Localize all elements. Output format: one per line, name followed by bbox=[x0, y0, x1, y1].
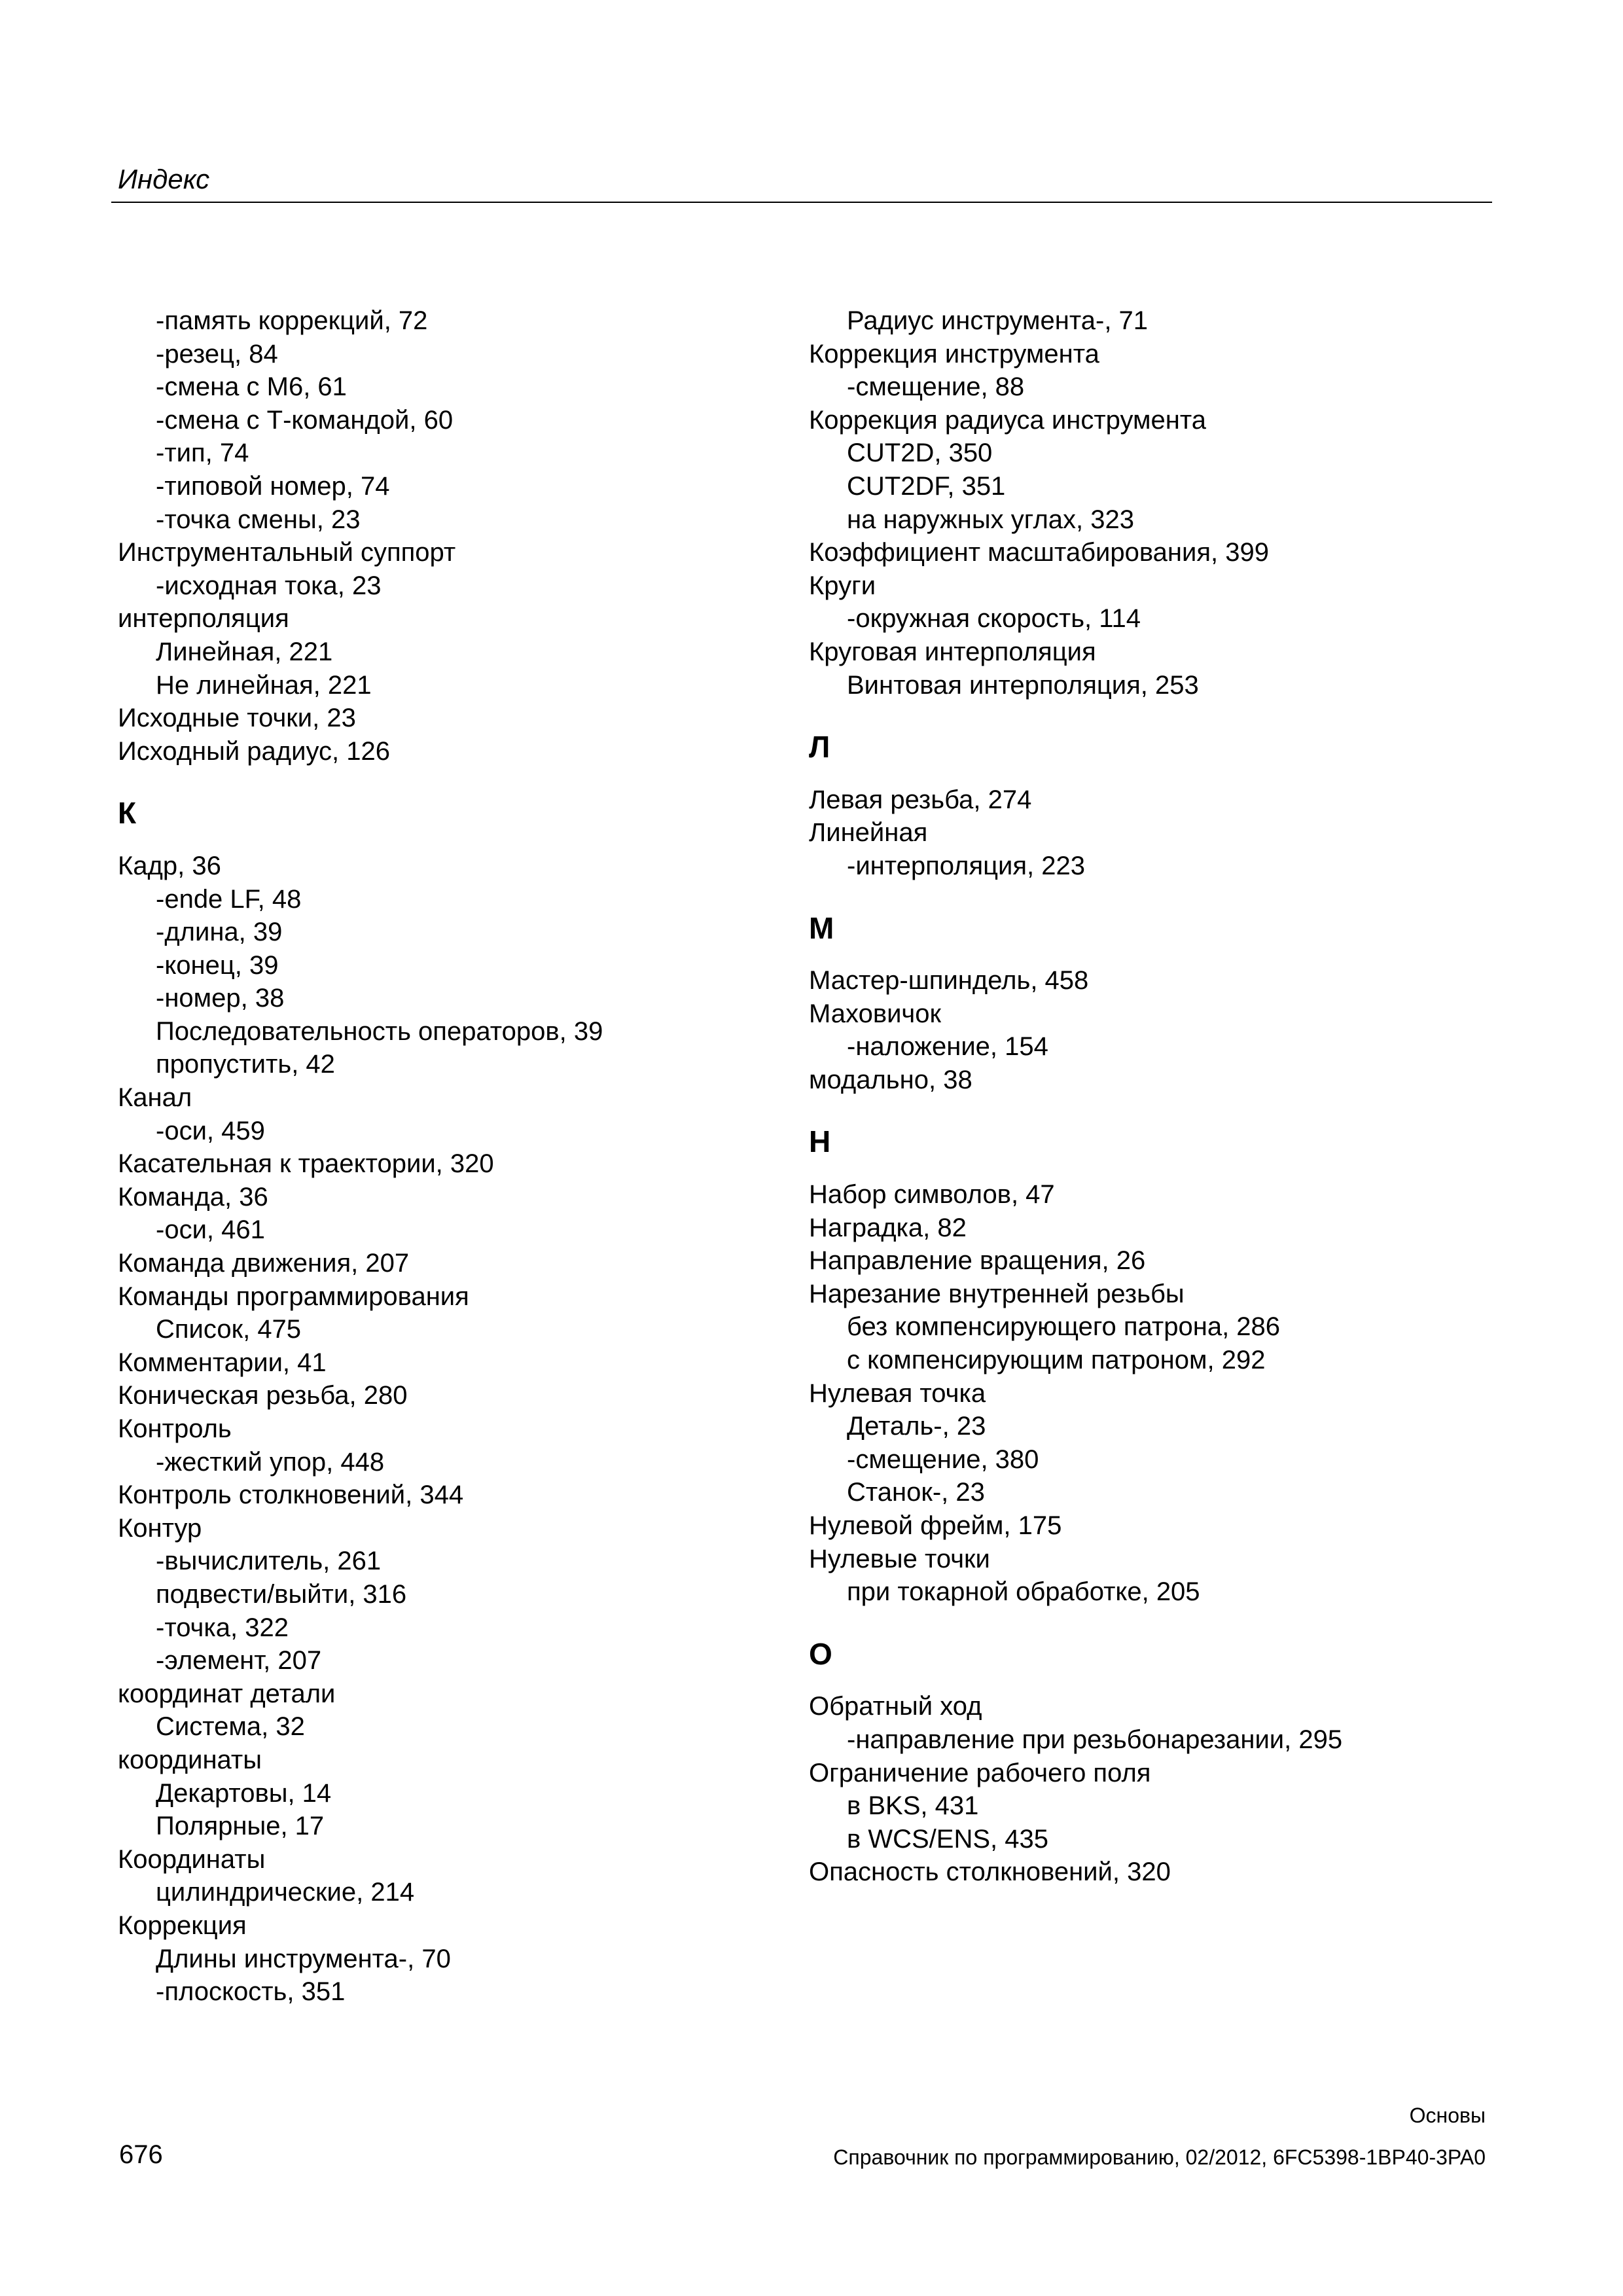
index-subentry: Линейная, 221 bbox=[156, 637, 333, 666]
index-entry: Линейная bbox=[809, 818, 928, 848]
index-entry: интерполяция bbox=[118, 604, 289, 634]
index-entry: Нулевая точка bbox=[809, 1378, 986, 1408]
index-subentry: -смещение, 88 bbox=[847, 372, 1025, 402]
index-entry: модально, 38 bbox=[809, 1065, 972, 1094]
index-entry: Мастер-шпиндель, 458 bbox=[809, 966, 1089, 996]
index-subentry: Последовательность операторов, 39 bbox=[156, 1016, 603, 1046]
index-entry: Контур bbox=[118, 1513, 202, 1543]
index-entry: Коррекция bbox=[118, 1910, 247, 1940]
index-subentry: -смещение, 380 bbox=[847, 1444, 1039, 1474]
footer-section-title: Основы bbox=[1409, 2104, 1486, 2127]
index-column-right bbox=[809, 304, 1489, 1889]
index-entry: Исходные точки, 23 bbox=[118, 704, 356, 733]
index-subentry: -номер, 38 bbox=[156, 984, 285, 1013]
index-subentry: подвести/выйти, 316 bbox=[156, 1579, 407, 1609]
index-subentry: -интерполяция, 223 bbox=[847, 851, 1086, 880]
index-subentry: -вычислитель, 261 bbox=[156, 1547, 382, 1576]
index-letter-heading: О bbox=[809, 1636, 832, 1671]
index-entry: Нарезание внутренней резьбы bbox=[809, 1279, 1185, 1308]
index-subentry: Список, 475 bbox=[156, 1315, 302, 1344]
index-entry: Обратный ход bbox=[809, 1692, 982, 1721]
index-subentry: с компенсирующим патроном, 292 bbox=[847, 1346, 1266, 1375]
index-subentry: Декартовы, 14 bbox=[156, 1778, 332, 1808]
index-column-left bbox=[118, 304, 772, 2009]
header-title: Индекс bbox=[118, 164, 210, 194]
index-subentry: CUT2D, 350 bbox=[847, 439, 993, 468]
index-subentry: -жесткий упор, 448 bbox=[156, 1447, 385, 1477]
index-entry: Команда, 36 bbox=[118, 1182, 268, 1211]
index-subentry: -окружная скорость, 114 bbox=[847, 604, 1141, 634]
index-entry: Наградка, 82 bbox=[809, 1213, 967, 1242]
index-subentry: -оси, 461 bbox=[156, 1215, 265, 1245]
index-entry: Канал bbox=[118, 1083, 192, 1113]
index-entry: координат детали bbox=[118, 1679, 336, 1708]
index-subentry: -память коррекций, 72 bbox=[156, 306, 428, 335]
index-subentry: пропустить, 42 bbox=[156, 1050, 335, 1079]
index-subentry: Винтовая интерполяция, 253 bbox=[847, 670, 1199, 700]
index-subentry: -исходная тока, 23 bbox=[156, 571, 382, 600]
index-entry: Коническая резьба, 280 bbox=[118, 1381, 408, 1410]
index-entry: Ограничение рабочего поля bbox=[809, 1758, 1151, 1787]
index-entry: Контроль bbox=[118, 1414, 232, 1443]
index-subentry: -смена с M6, 61 bbox=[156, 372, 347, 402]
index-subentry: Станок-, 23 bbox=[847, 1478, 985, 1507]
index-entry: Касательная к траектории, 320 bbox=[118, 1149, 494, 1179]
index-subentry: -типовой номер, 74 bbox=[156, 471, 390, 501]
index-entry: Нулевой фрейм, 175 bbox=[809, 1511, 1062, 1540]
index-letter-heading: К bbox=[118, 796, 137, 831]
index-letter-heading: Л bbox=[809, 730, 830, 764]
index-entry: Круговая интерполяция bbox=[809, 637, 1096, 666]
footer-reference: Справочник по программированию, 02/2012, 6FC5398-1BP40-3PA0 bbox=[833, 2145, 1486, 2169]
index-entry: Контроль столкновений, 344 bbox=[118, 1480, 464, 1510]
index-entry: Координаты bbox=[118, 1844, 266, 1874]
index-subentry: -ende LF, 48 bbox=[156, 884, 302, 914]
index-entry: Комментарии, 41 bbox=[118, 1348, 327, 1377]
index-subentry: -оси, 459 bbox=[156, 1116, 265, 1145]
index-entry: координаты bbox=[118, 1745, 262, 1774]
index-entry: Опасность столкновений, 320 bbox=[809, 1857, 1171, 1887]
header-divider bbox=[111, 202, 1492, 203]
index-entry: Команда движения, 207 bbox=[118, 1249, 410, 1278]
index-entry: Команды программирования bbox=[118, 1282, 469, 1311]
index-letter-heading: Н bbox=[809, 1124, 831, 1159]
index-subentry: в WCS/ENS, 435 bbox=[847, 1824, 1049, 1854]
index-entry: Коррекция радиуса инструмента bbox=[809, 405, 1206, 435]
index-entry: Исходный радиус, 126 bbox=[118, 736, 390, 766]
index-entry: Нулевые точки bbox=[809, 1544, 990, 1573]
index-subentry: -точка смены, 23 bbox=[156, 505, 361, 534]
index-subentry: -резец, 84 bbox=[156, 339, 278, 368]
index-entry: Левая резьба, 274 bbox=[809, 785, 1032, 814]
index-entry: Коэффициент масштабирования, 399 bbox=[809, 538, 1269, 567]
index-subentry: в BKS, 431 bbox=[847, 1791, 979, 1821]
index-subentry: -наложение, 154 bbox=[847, 1032, 1048, 1062]
index-subentry: -направление при резьбонарезании, 295 bbox=[847, 1725, 1343, 1754]
index-subentry: Не линейная, 221 bbox=[156, 670, 372, 700]
index-subentry: без компенсирующего патрона, 286 bbox=[847, 1312, 1281, 1342]
index-subentry: CUT2DF, 351 bbox=[847, 471, 1006, 501]
index-subentry: на наружных углах, 323 bbox=[847, 505, 1135, 534]
index-subentry: -смена с Т-командой, 60 bbox=[156, 405, 454, 435]
index-subentry: -точка, 322 bbox=[156, 1613, 289, 1642]
index-entry: Инструментальный суппорт bbox=[118, 538, 456, 567]
index-subentry: -конец, 39 bbox=[156, 950, 279, 980]
index-letter-heading: М bbox=[809, 910, 834, 945]
index-subentry: Радиус инструмента-, 71 bbox=[847, 306, 1149, 335]
index-entry: Набор символов, 47 bbox=[809, 1180, 1055, 1210]
index-subentry: при токарной обработке, 205 bbox=[847, 1577, 1200, 1607]
index-subentry: цилиндрические, 214 bbox=[156, 1878, 415, 1907]
footer-page-number: 676 bbox=[119, 2140, 163, 2169]
index-subentry: Система, 32 bbox=[156, 1712, 305, 1742]
index-entry: Маховичок bbox=[809, 999, 941, 1028]
index-subentry: -элемент, 207 bbox=[156, 1646, 322, 1676]
index-entry: Направление вращения, 26 bbox=[809, 1246, 1146, 1276]
index-entry: Коррекция инструмента bbox=[809, 339, 1099, 368]
index-subentry: -плоскость, 351 bbox=[156, 1977, 346, 2007]
index-subentry: -длина, 39 bbox=[156, 918, 283, 947]
index-entry: Круги bbox=[809, 571, 876, 600]
index-subentry: -тип, 74 bbox=[156, 439, 249, 468]
index-entry: Кадр, 36 bbox=[118, 851, 221, 880]
index-subentry: Полярные, 17 bbox=[156, 1812, 325, 1841]
index-subentry: Длины инструмента-, 70 bbox=[156, 1944, 451, 1973]
index-subentry: Деталь-, 23 bbox=[847, 1412, 986, 1441]
